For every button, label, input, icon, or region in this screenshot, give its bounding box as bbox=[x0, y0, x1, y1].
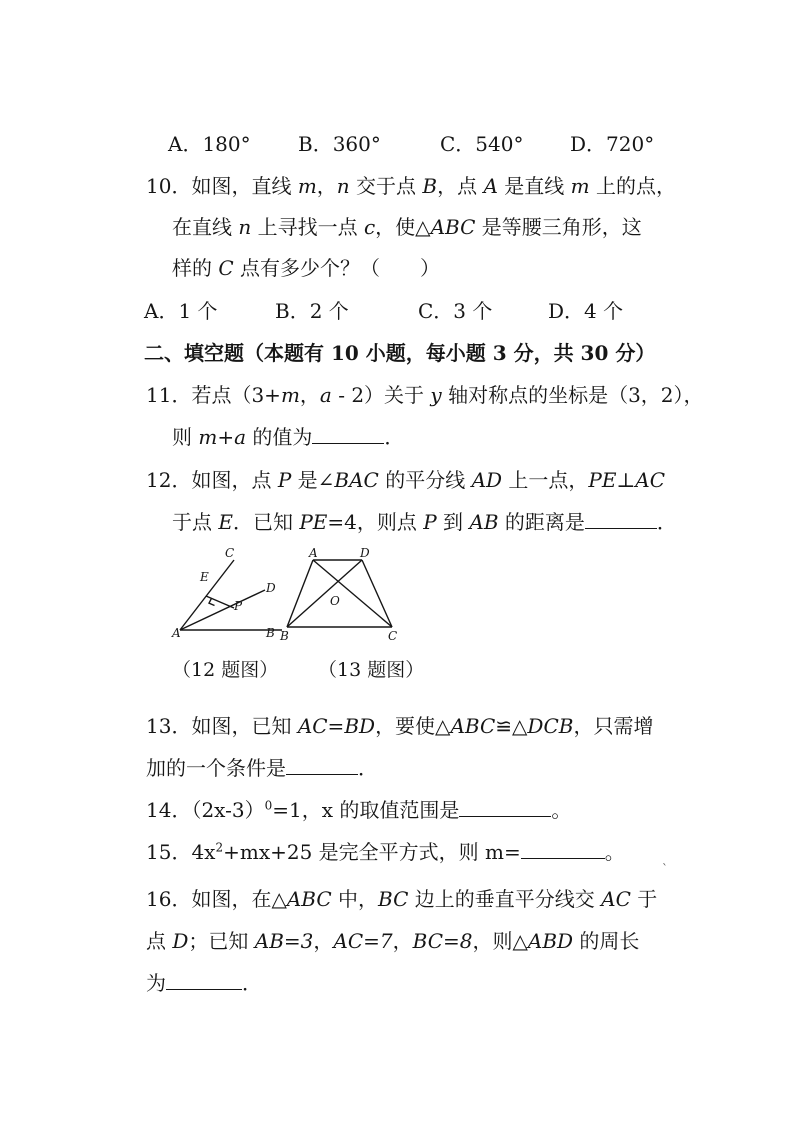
fig12-label-e: E bbox=[200, 570, 209, 584]
q10-option-d: D．4 个 bbox=[548, 299, 624, 323]
q15-answer-blank[interactable] bbox=[521, 838, 605, 859]
q10-line-1: 10．如图，直线 m，n 交于点 B，点 A 是直线 m 上的点， bbox=[146, 174, 676, 198]
q10-option-c: C．3 个 bbox=[418, 299, 493, 323]
fig12-label-b: B bbox=[266, 626, 275, 640]
figures-12-13 bbox=[170, 545, 410, 645]
q16-answer-blank[interactable] bbox=[166, 969, 242, 990]
fig13-label-d: D bbox=[360, 546, 370, 560]
q16-line-3: 为 ． bbox=[146, 971, 262, 995]
stray-mark: ` bbox=[662, 862, 668, 876]
section-2-heading: 二、填空题（本题有 10 小题，每小题 3 分，共 30 分） bbox=[144, 341, 656, 365]
fig13-segment-ab bbox=[287, 560, 313, 627]
fig13-label-a: A bbox=[309, 546, 318, 560]
fig13-label-b: B bbox=[280, 629, 289, 643]
fig13-label-o: O bbox=[330, 594, 340, 608]
q10-option-a: A．1 个 bbox=[144, 299, 218, 323]
q9-option-a: A．180° bbox=[168, 132, 251, 156]
q15-line: 15．$4x^2+mx+25$ 是完全平方式，则 m= 。 bbox=[146, 840, 625, 864]
fig13-segment-dc bbox=[362, 560, 392, 627]
q13-line-1: 13．如图，已知 AC=BD，要使△ABC≌△DCB，只需增 bbox=[146, 714, 654, 738]
fig12-caption: （12 题图） bbox=[172, 659, 279, 681]
q12-line-1: 12．如图，点 P 是∠BAC 的平分线 AD 上一点，PE⊥AC bbox=[146, 468, 666, 492]
q10-line-2: 在直线 n 上寻找一点 c，使△ABC 是等腰三角形，这 bbox=[172, 215, 642, 239]
q9-option-c: C．540° bbox=[440, 132, 524, 156]
q13-answer-blank[interactable] bbox=[286, 754, 358, 775]
fig13-caption: （13 题图） bbox=[318, 659, 425, 681]
fig12-label-p: P bbox=[234, 599, 243, 613]
q14-line: 14．$(2x-3)^0=1$，x 的取值范围是 。 bbox=[146, 798, 572, 822]
q9-option-d: D．720° bbox=[570, 132, 655, 156]
figure-12 bbox=[180, 560, 282, 630]
q11-line-2: 则 m+a 的值为 ． bbox=[172, 425, 405, 449]
q11-line-1: 11．若点（3+m，a - 2）关于 y 轴对称点的坐标是（3，2）， bbox=[146, 383, 704, 407]
q14-answer-blank[interactable] bbox=[459, 796, 551, 817]
q10-line-3: 样的 C 点有多少个？（ ） bbox=[172, 256, 441, 280]
fig12-label-a: A bbox=[172, 626, 181, 640]
fig12-label-c: C bbox=[225, 546, 235, 560]
q16-line-1: 16．如图，在△ABC 中，BC 边上的垂直平分线交 AC 于 bbox=[146, 887, 658, 911]
fig13-label-c: C bbox=[388, 629, 398, 643]
q12-line-2: 于点 E．已知 PE=4，则点 P 到 AB 的距离是 ． bbox=[172, 510, 677, 534]
q13-line-2: 加的一个条件是 ． bbox=[146, 756, 378, 780]
q11-answer-blank[interactable] bbox=[312, 423, 384, 444]
q16-line-2: 点 D；已知 AB=3，AC=7，BC=8，则△ABD 的周长 bbox=[146, 929, 640, 953]
q12-answer-blank[interactable] bbox=[585, 508, 657, 529]
fig12-ray-ad bbox=[180, 590, 265, 630]
q9-option-b: B．360° bbox=[298, 132, 381, 156]
q10-option-b: B．2 个 bbox=[275, 299, 349, 323]
fig12-label-d: D bbox=[266, 581, 276, 595]
